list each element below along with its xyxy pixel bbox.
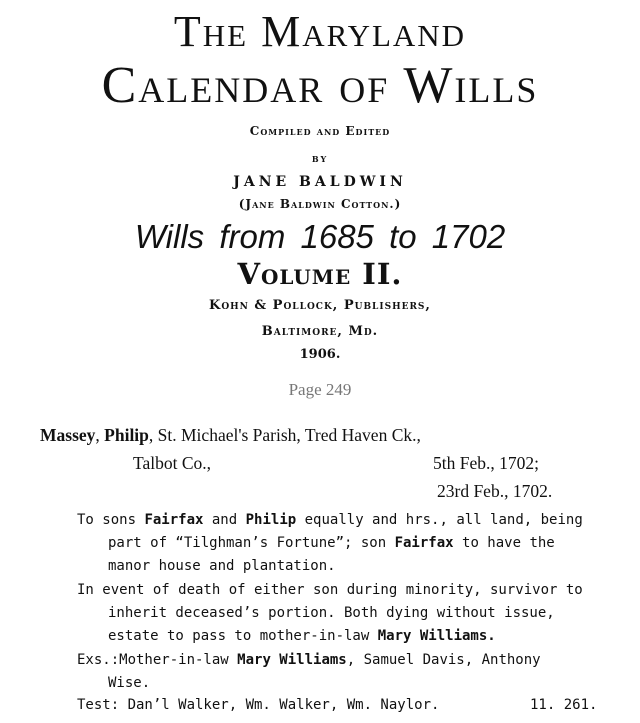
author-alt-name: (Jane Baldwin Cotton.) [238, 197, 402, 211]
bequest-line-3: manor house and plantation. [108, 558, 336, 574]
executors-line-2: Wise. [108, 675, 151, 691]
given-name: Philip [104, 425, 149, 445]
bequest-line-1: To sons Fairfax and Philip equally and hrs., all land, being [77, 512, 583, 528]
page-number: Page 249 [288, 380, 352, 399]
probate-date: 23rd Feb., 1702. [437, 481, 553, 501]
author-name: JANE BALDWIN [233, 174, 407, 190]
volume-label: Volume II. [237, 257, 403, 291]
subtitle: Wills from 1685 to 1702 [134, 218, 506, 255]
parish: , St. Michael's Parish, Tred Haven Ck., [148, 425, 421, 445]
condition-line-3: estate to pass to mother-in-law Mary Williams. [108, 628, 496, 644]
publication-year: 1906. [299, 347, 341, 362]
publisher-city: Baltimore, Md. [261, 324, 379, 339]
bequest-line-2: part of “Tilghman’s Fortune”; son Fairfax to have the [108, 535, 555, 551]
publisher: Kohn & Pollock, Publishers, [209, 298, 431, 313]
entry-heading: Massey, Philip, St. Michael's Parish, Tred Haven Ck., [40, 425, 421, 445]
book-title-line-1: The Maryland [173, 7, 467, 56]
book-title-line-2: Calendar of Wills [101, 57, 539, 114]
condition-line-1: In event of death of either son during minority, survivor to [77, 582, 583, 598]
compiled-line: Compiled and Edited [249, 124, 391, 138]
county: Talbot Co., [133, 453, 212, 473]
record-reference: 11. 261. [530, 697, 598, 713]
condition-line-2: inherit deceased’s portion. Both dying without issue, [108, 605, 555, 621]
surname: Massey [40, 425, 96, 445]
by-line: by [311, 152, 329, 165]
executors-line-1: Exs.:Mother-in-law Mary Williams, Samuel Davis, Anthony [77, 652, 541, 668]
will-date: 5th Feb., 1702; [433, 453, 539, 473]
witnesses-line: Test: Dan’l Walker, Wm. Walker, Wm. Naylor. [77, 697, 440, 713]
